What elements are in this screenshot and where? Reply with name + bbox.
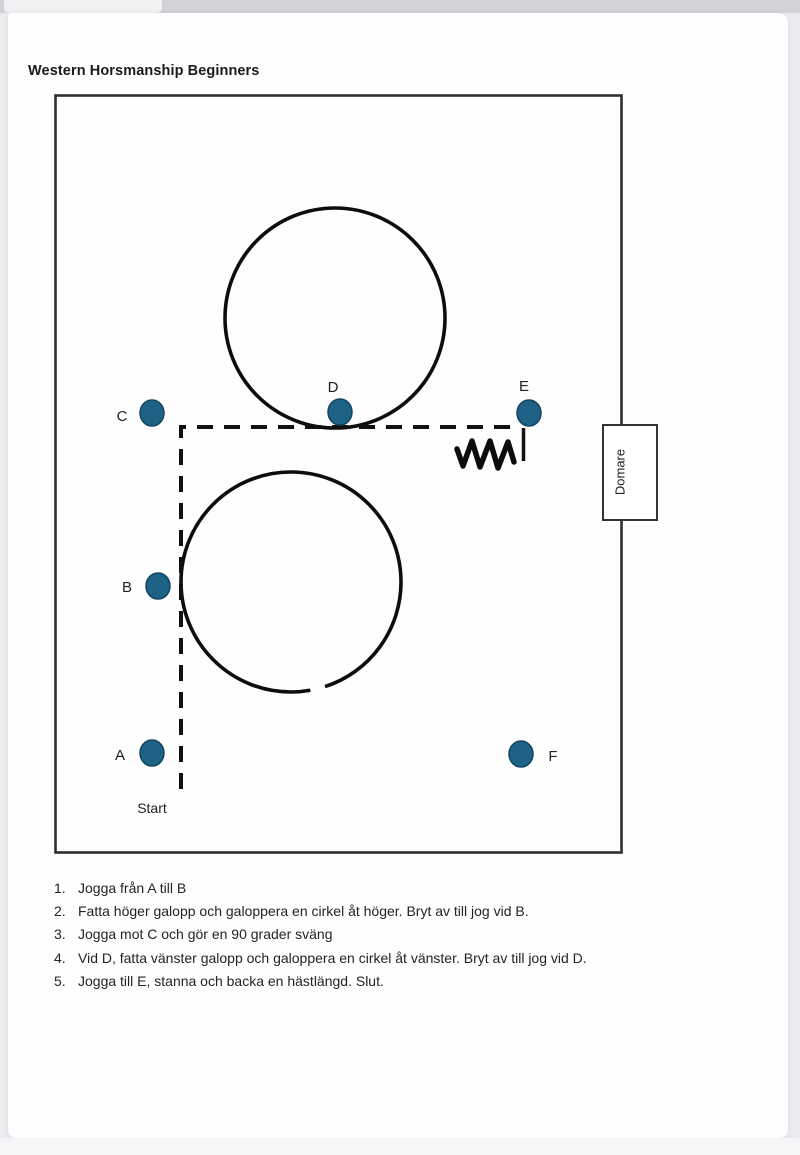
instruction-item bbox=[54, 947, 754, 970]
cone-label-e: E bbox=[518, 378, 530, 395]
cone-label-d: D bbox=[327, 379, 339, 396]
cone-d bbox=[328, 399, 352, 425]
cone-label-c: C bbox=[116, 408, 128, 425]
instruction-text: Vid D, fatta vänster galopp och galoppera en cirkel åt vänster. Bryt av till jog vid D. bbox=[78, 949, 587, 966]
bottom-edge-shadow bbox=[0, 1138, 800, 1155]
judge-label: Domare bbox=[612, 448, 628, 496]
instruction-number: 4. bbox=[54, 949, 66, 966]
instruction-number: 1. bbox=[54, 880, 66, 896]
cone-label-a: A bbox=[114, 747, 126, 764]
cone-f bbox=[509, 741, 533, 767]
instruction-number: 3. bbox=[54, 926, 66, 943]
instruction-number: 5. bbox=[54, 972, 66, 989]
page-title: Western Horsmanship Beginners bbox=[28, 63, 260, 79]
instruction-item bbox=[54, 900, 754, 923]
instruction-number: 2. bbox=[54, 903, 66, 920]
cone-e bbox=[517, 400, 541, 426]
cone-label-b: B bbox=[121, 579, 133, 596]
instruction-item bbox=[54, 923, 754, 946]
instructions-list bbox=[54, 877, 754, 993]
backup-zigzag bbox=[457, 441, 514, 468]
cone-b bbox=[146, 573, 170, 599]
judge-box bbox=[603, 425, 657, 520]
instruction-text: Jogga mot C och gör en 90 grader sväng bbox=[78, 926, 333, 943]
cone-label-f: F bbox=[548, 748, 558, 765]
riding-path bbox=[181, 427, 517, 789]
cone-a bbox=[140, 740, 164, 766]
start-label: Start bbox=[137, 800, 167, 816]
lope-circle-bottom bbox=[181, 472, 401, 692]
instruction-text: Fatta höger galopp och galoppera en cirkel åt höger. Bryt av till jog vid B. bbox=[78, 903, 529, 920]
instruction-text: Jogga till E, stanna och backa en hästlängd. Slut. bbox=[78, 972, 384, 989]
instruction-item bbox=[54, 877, 754, 900]
instruction-item bbox=[54, 970, 754, 993]
cone-c bbox=[140, 400, 164, 426]
instruction-text: Jogga från A till B bbox=[78, 880, 187, 896]
